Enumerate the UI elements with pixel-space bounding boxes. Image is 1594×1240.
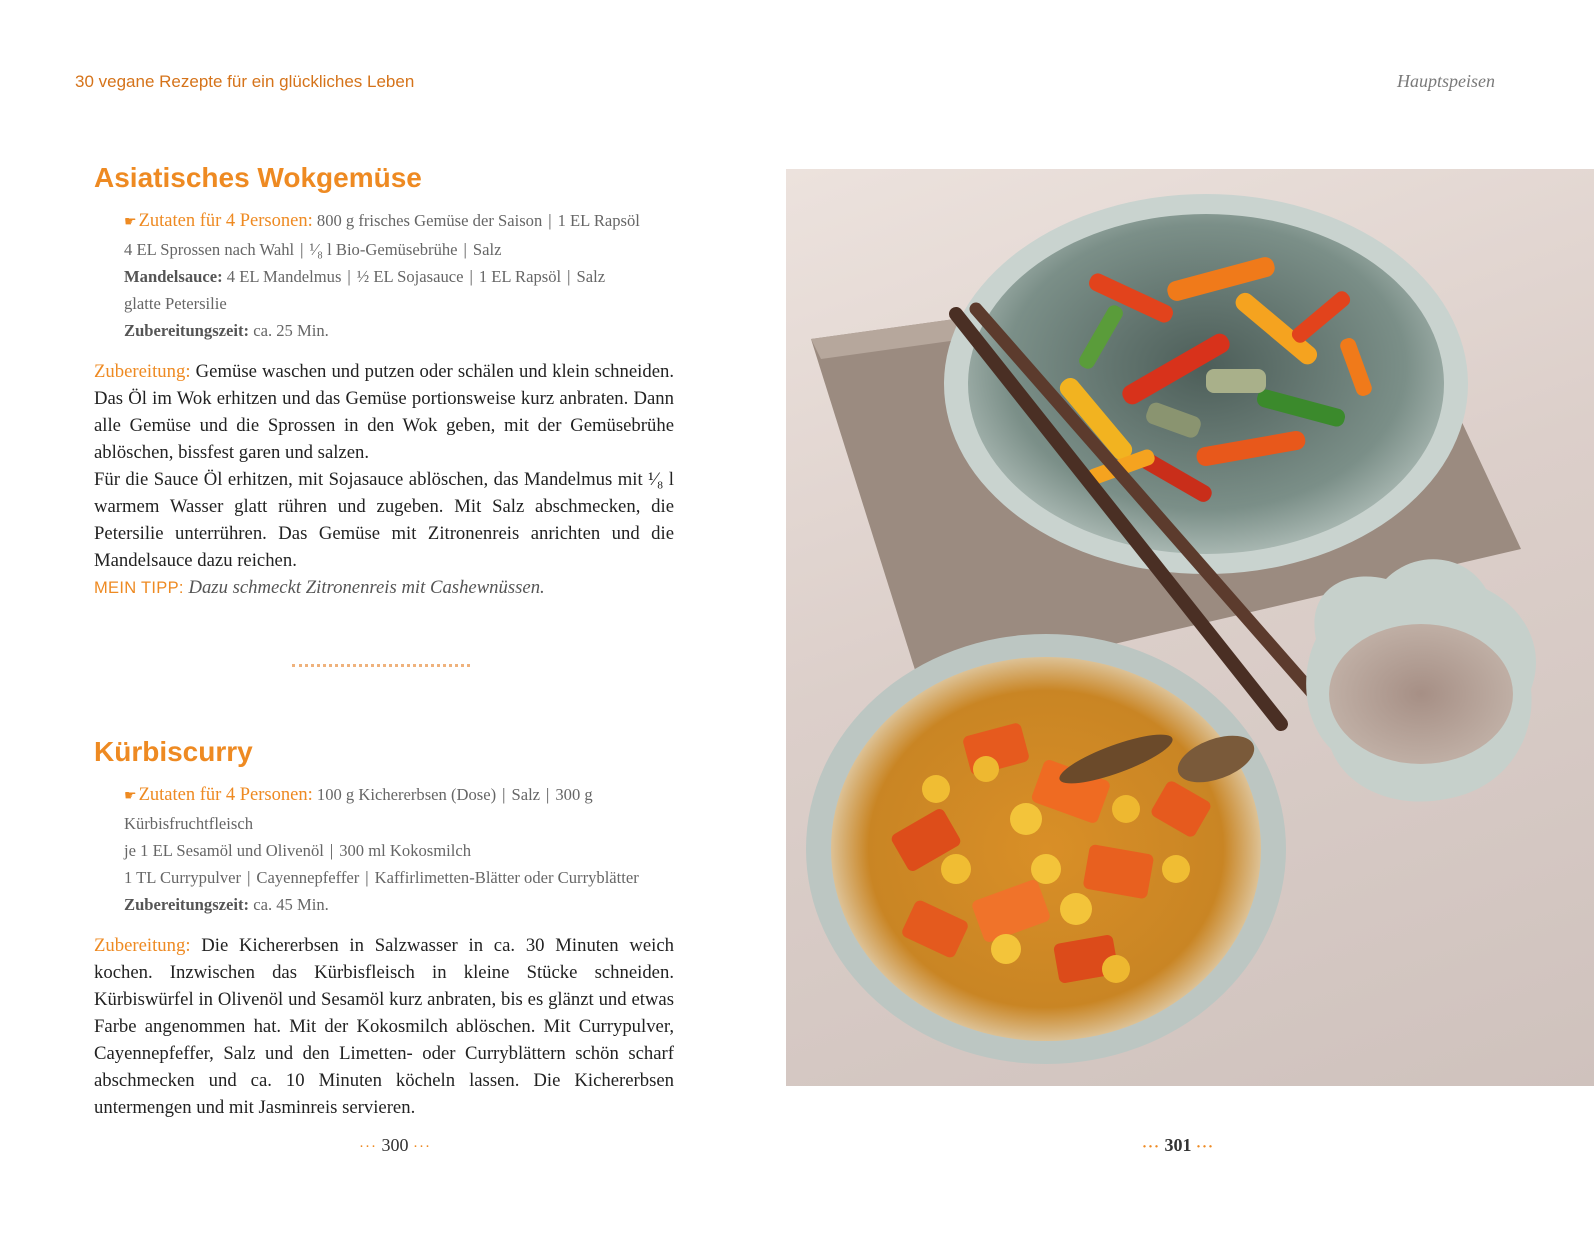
ingredient: 1 EL Rapsöl: [557, 211, 640, 230]
ingredient: Salz: [472, 240, 502, 259]
ingredients-block: ☛ Zutaten für 4 Personen: 100 g Kichererbsen (Dose) | Salz | 300 g Kürbisfruchtfleisch je 1 EL Sesamöl und Olivenöl | 300 ml Kokosmilch 1 TL Currypulver | Cayennepfeffer | Kaffirlimetten-Blätter oder Curryblätter Zubereitungszeit: ca. 45 Min.: [124, 785, 639, 914]
page-number-right: [1142, 1135, 1214, 1156]
dotted-divider: [292, 664, 470, 667]
page-dots: ···: [1142, 1139, 1161, 1155]
preparation-text-1: Die Kichererbsen in Salzwasser in ca. 30 Minuten weich kochen. Inzwischen das Kürbisfleisch in kleine Stücke schneiden. Kürbiswürfel in Olivenöl und Sesamöl kurz anbraten, bis es glänzt und etwas Farbe angenommen hat. Mit der Kokosmilch ablöschen. Mit Currypulver, Cayennepfeffer, Salz und den Limetten- oder Curryblättern schön scharf abschmecken und ca. 10 Minuten köcheln lassen. Die Kichererbsen untermengen und mit Jasminreis servieren.: [94, 935, 674, 1118]
page-number: 300: [381, 1135, 409, 1155]
ingredient: je 1 EL Sesamöl und Olivenöl: [124, 841, 324, 860]
pointer-hand-icon: ☛: [124, 789, 137, 804]
page-number-left: [359, 1135, 431, 1156]
ingredient: 1 EL Rapsöl: [478, 267, 562, 286]
almond-sauce: [1329, 624, 1513, 764]
ingredients-block: ☛ Zutaten für 4 Personen: 800 g frisches Gemüse der Saison | 1 EL Rapsöl 4 EL Sprossen nach Wahl | ¹⁄₈ l Bio-Gemüsebrühe | Salz Mandelsauce: 4 EL Mandelmus | ½ EL Sojasauce | 1 EL Rapsöl | Salz glatte Petersilie Zubereitungszeit: ca. 25 Min.: [124, 211, 640, 340]
ingredient: Salz: [576, 267, 606, 286]
ingredient: Salz: [511, 785, 541, 804]
tip-label: MEIN TIPP:: [94, 579, 184, 597]
ingredients-label: Zutaten für 4 Personen:: [138, 211, 313, 231]
preparation-label: Zubereitung:: [94, 935, 191, 956]
ingredient: 1 TL Currypulver: [124, 868, 242, 887]
food-photo: [786, 169, 1594, 1086]
recipe-title: Asiatisches Wokgemüse: [94, 162, 422, 193]
page-number: 301: [1164, 1135, 1192, 1155]
preparation-text-2: Für die Sauce Öl erhitzen, mit Sojasauce ablöschen, das Mandelmus mit ¹⁄₈ l warmem Wasser glatt rühren und zugeben. Mit Salz abschmecken, die Petersilie unterrühren. Das Gemüse mit Zitronenreis anrichten und die Mandelsauce dazu reichen.: [94, 469, 674, 571]
page-dots: ···: [413, 1139, 431, 1155]
ingredient: 4 EL Mandelmus: [226, 267, 342, 286]
preparation: [94, 932, 674, 1121]
tip-text: Dazu schmeckt Zitronenreis mit Cashewnüssen.: [188, 577, 545, 598]
ingredient: 300 g Kürbisfruchtfleisch: [124, 785, 593, 833]
ingredient: 100 g Kichererbsen (Dose): [316, 785, 497, 804]
tip: [94, 574, 674, 602]
ingredient: 800 g frisches Gemüse der Saison: [316, 211, 543, 230]
sauce-label: Mandelsauce:: [124, 267, 223, 286]
ingredient: ¹⁄₈ l Bio-Gemüsebrühe: [309, 240, 458, 259]
time-value: ca. 45 Min.: [253, 895, 329, 914]
ingredient: ½ EL Sojasauce: [356, 267, 464, 286]
recipe-asiatisches-wokgemuese: [94, 160, 674, 602]
recipe-title: Kürbiscurry: [94, 736, 253, 767]
time-label: Zubereitungszeit:: [124, 895, 250, 914]
preparation: [94, 358, 674, 602]
running-header-section: Hauptspeisen: [1397, 71, 1495, 91]
ingredients-label: Zutaten für 4 Personen:: [138, 785, 313, 805]
preparation-label: Zubereitung:: [94, 361, 191, 382]
pointer-hand-icon: ☛: [124, 215, 137, 230]
time-value: ca. 25 Min.: [253, 321, 329, 340]
ingredient: 300 ml Kokosmilch: [339, 841, 472, 860]
ingredient: 4 EL Sprossen nach Wahl: [124, 240, 295, 259]
ingredient: Cayennepfeffer: [256, 868, 360, 887]
ingredient: Kaffirlimetten-Blätter oder Curryblätter: [374, 868, 639, 887]
preparation-text-1: Gemüse waschen und putzen oder schälen und klein schneiden. Das Öl im Wok erhitzen und das Gemüse portionsweise kurz anbraten. Dann alle Gemüse und die Sprossen in den Wok geben, mit der Gemüsebrühe ablöschen, bissfest garen und salzen.: [94, 361, 675, 463]
page-dots: ···: [359, 1139, 377, 1155]
time-label: Zubereitungszeit:: [124, 321, 250, 340]
ingredient: glatte Petersilie: [124, 294, 227, 313]
running-header-book-title: 30 vegane Rezepte für ein glückliches Leben: [75, 72, 415, 91]
food-photo-illustration: [786, 169, 1594, 1086]
page-dots: ···: [1196, 1139, 1215, 1155]
recipe-kuerbiscurry: [94, 734, 674, 1121]
